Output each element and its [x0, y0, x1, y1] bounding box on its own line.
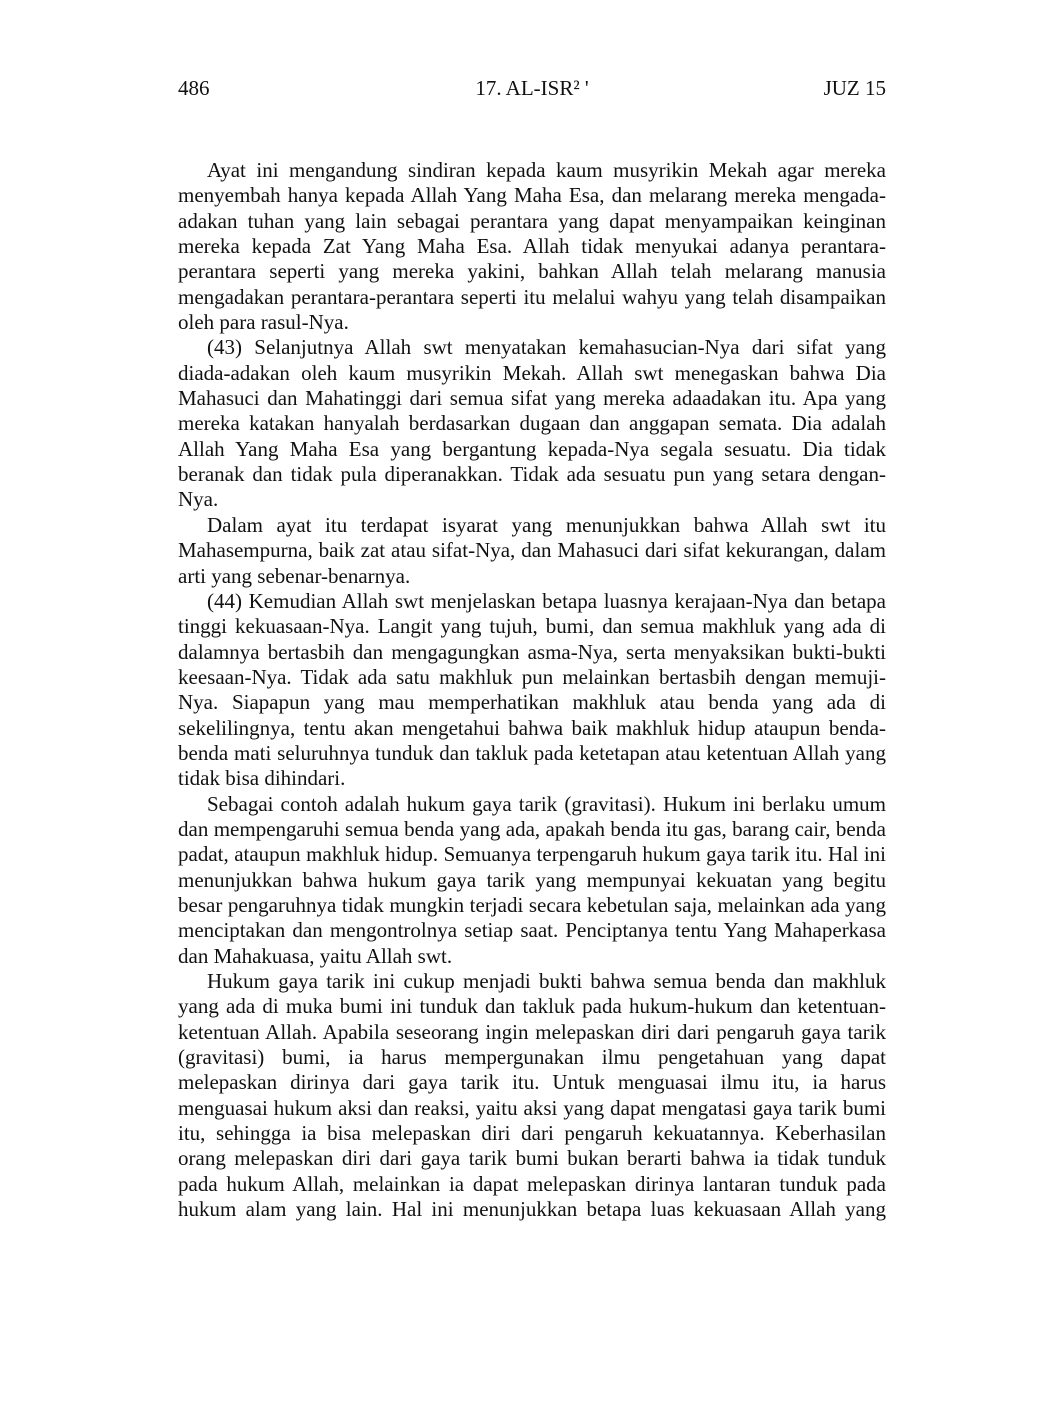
paragraph-gravity-proof: Hukum gaya tarik ini cukup menjadi bukti bahwa semua benda dan makhluk yang ada di muka bumi ini tunduk dan takluk pada hukum-hukum dan ketentuan-ketentuan Allah. Apabila seseorang ingin melepaskan diri dari pengaruh gaya tarik (gravitasi) bumi, ia harus mempergunakan ilmu pengetahuan yang dapat melepaskan dirinya dari gaya tarik itu. Untuk menguasai ilmu itu, ia harus menguasai hukum aksi dan reaksi, yaitu aksi yang dapat mengatasi gaya tarik bumi itu, sehingga ia bisa melepaskan diri dari pengaruh kekuatannya. Keberhasilan orang melepaskan diri dari gaya tarik bumi bukan berarti bahwa ia tidak tunduk pada hukum Allah, melainkan ia dapat melepaskan dirinya lantaran tunduk pada hukum alam yang lain. Hal ini menunjukkan betapa luas kekuasaan Allah yang — [178, 969, 886, 1222]
paragraph-verse-43: (43) Selanjutnya Allah swt menyatakan kemahasucian-Nya dari sifat yang diada-adakan oleh kaum musyrikin Mekah. Allah swt menegaskan bahwa Dia Mahasuci dan Mahatinggi dari semua sifat yang mereka adaadakan itu. Apa yang mereka katakan hanyalah berdasarkan dugaan dan anggapan semata. Dia adalah Allah Yang Maha Esa yang bergantung kepada-Nya segala sesuatu. Dia tidak beranak dan tidak pula diperanakkan. Tidak ada sesuatu pun yang setara dengan-Nya. — [178, 335, 886, 512]
juz-label: JUZ 15 — [823, 76, 886, 100]
chapter-title: 17. AL-ISR² ' — [475, 76, 589, 100]
running-header — [178, 74, 886, 102]
paragraph-intro: Ayat ini mengandung sindiran kepada kaum musyrikin Mekah agar mereka menyembah hanya kepada Allah Yang Maha Esa, dan melarang mereka mengada-adakan tuhan yang lain sebagai perantara yang dapat menyampaikan keinginan mereka kepada Zat Yang Maha Esa. Allah tidak menyukai adanya perantara-perantara seperti yang mereka yakini, bahkan Allah telah melarang manusia mengadakan perantara-perantara seperti itu melalui wahyu yang telah disampaikan oleh para rasul-Nya. — [178, 158, 886, 335]
page-number: 486 — [178, 76, 210, 100]
paragraph-verse-44: (44) Kemudian Allah swt menjelaskan betapa luasnya kerajaan-Nya dan betapa tinggi kekuasaan-Nya. Langit yang tujuh, bumi, dan semua makhluk yang ada di dalamnya bertasbih dan mengagungkan asma-Nya, serta menyaksikan bukti-bukti keesaan-Nya. Tidak ada satu makhluk pun melainkan bertasbih dengan memuji-Nya. Siapapun yang mau memperhatikan makhluk atau benda yang ada di sekelilingnya, tentu akan mengetahui bahwa baik makhluk hidup ataupun benda-benda mati seluruhnya tunduk dan takluk pada ketetapan atau ketentuan Allah yang tidak bisa dihindari. — [178, 588, 886, 791]
paragraph-gravity-example: Sebagai contoh adalah hukum gaya tarik (gravitasi). Hukum ini berlaku umum dan mempengaruhi semua benda yang ada, apakah benda itu gas, barang cair, benda padat, ataupun makhluk hidup. Semuanya terpengaruh hukum gaya tarik itu. Hal ini menunjukkan bahwa hukum gaya tarik yang mempunyai kekuatan yang begitu besar pengaruhnya tidak mungkin terjadi secara kebetulan saja, melainkan ada yang menciptakan dan mengontrolnya setiap saat. Penciptanya tentu Yang Mahaperkasa dan Mahakuasa, yaitu Allah swt. — [178, 791, 886, 968]
body-text — [178, 158, 886, 1222]
paragraph-verse-43-note: Dalam ayat itu terdapat isyarat yang menunjukkan bahwa Allah swt itu Mahasempurna, baik zat atau sifat-Nya, dan Mahasuci dari sifat kekurangan, dalam arti yang sebenar-benarnya. — [178, 512, 886, 588]
